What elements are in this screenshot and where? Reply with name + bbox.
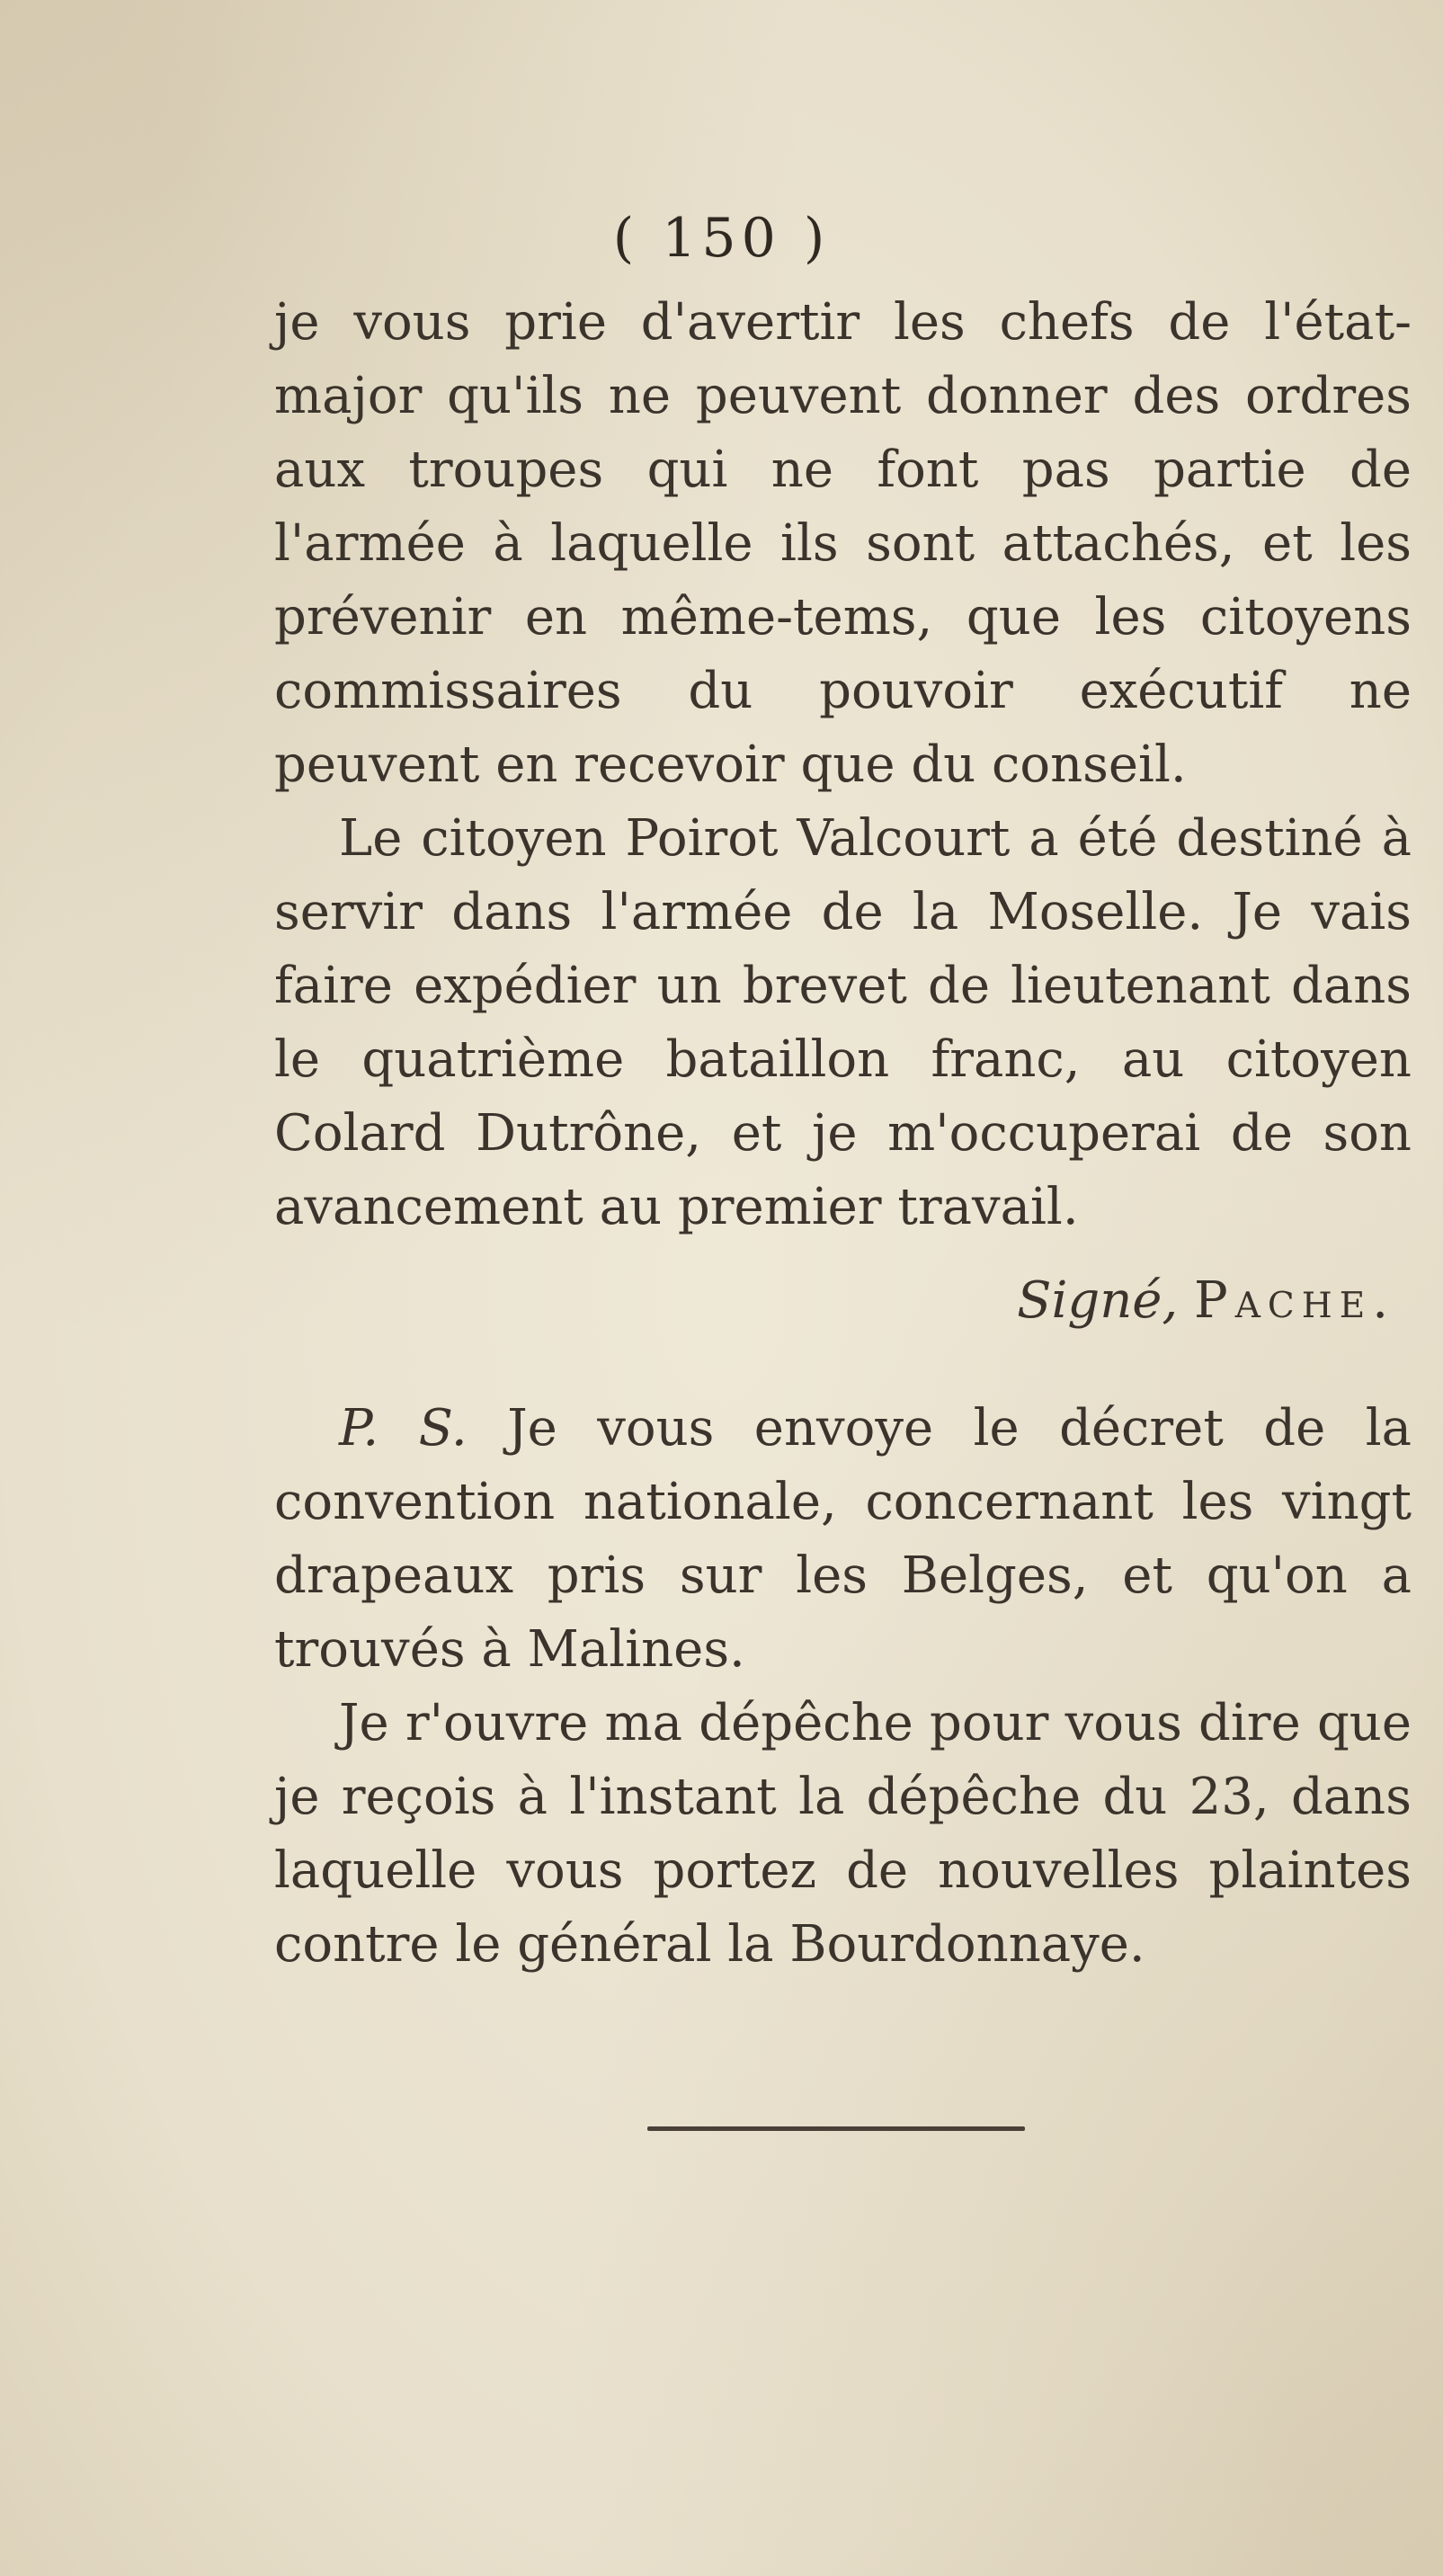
signature-label: Signé, xyxy=(1017,1271,1179,1330)
postscript-paragraph xyxy=(274,1392,1412,1687)
signature-name: Pache. xyxy=(1194,1271,1395,1330)
page-number: ( 150 ) xyxy=(612,207,831,270)
signature-line xyxy=(274,1261,1412,1341)
closing-paragraph: Je r'ouvre ma dépêche pour vous dire que je reçois à l'instant la dépêche du 23, dans laquelle vous portez de nouvelles plaintes contre le général la Bourdonnaye. xyxy=(274,1694,1412,1974)
postscript-label: P. S. xyxy=(339,1399,468,1457)
paragraph-poirot-valcourt: Le citoyen Poirot Valcourt a été destiné à servir dans l'armée de la Moselle. Je vais faire expédier un brevet de lieutenant dans le quatrième bataillon franc, au citoyen Colard Dutrône, et je m'occuperai de son avancement au premier travail. xyxy=(274,809,1412,1236)
postscript-text: Je vous envoye le décret de la convention nationale, concernant les vingt drapeaux pris sur les Belges, et qu'on a trouvés à Malines. xyxy=(274,1399,1412,1679)
page-body xyxy=(274,286,1412,1982)
end-rule-divider xyxy=(647,2126,1025,2131)
paragraph-continuation: je vous prie d'avertir les chefs de l'état-major qu'ils ne peuvent donner des ordres aux troupes qui ne font pas partie de l'armée à laquelle ils sont attachés, et les prévenir en même-tems, que les citoyens commissaires du pouvoir exécutif ne peuvent en recevoir que du conseil. xyxy=(274,293,1412,794)
